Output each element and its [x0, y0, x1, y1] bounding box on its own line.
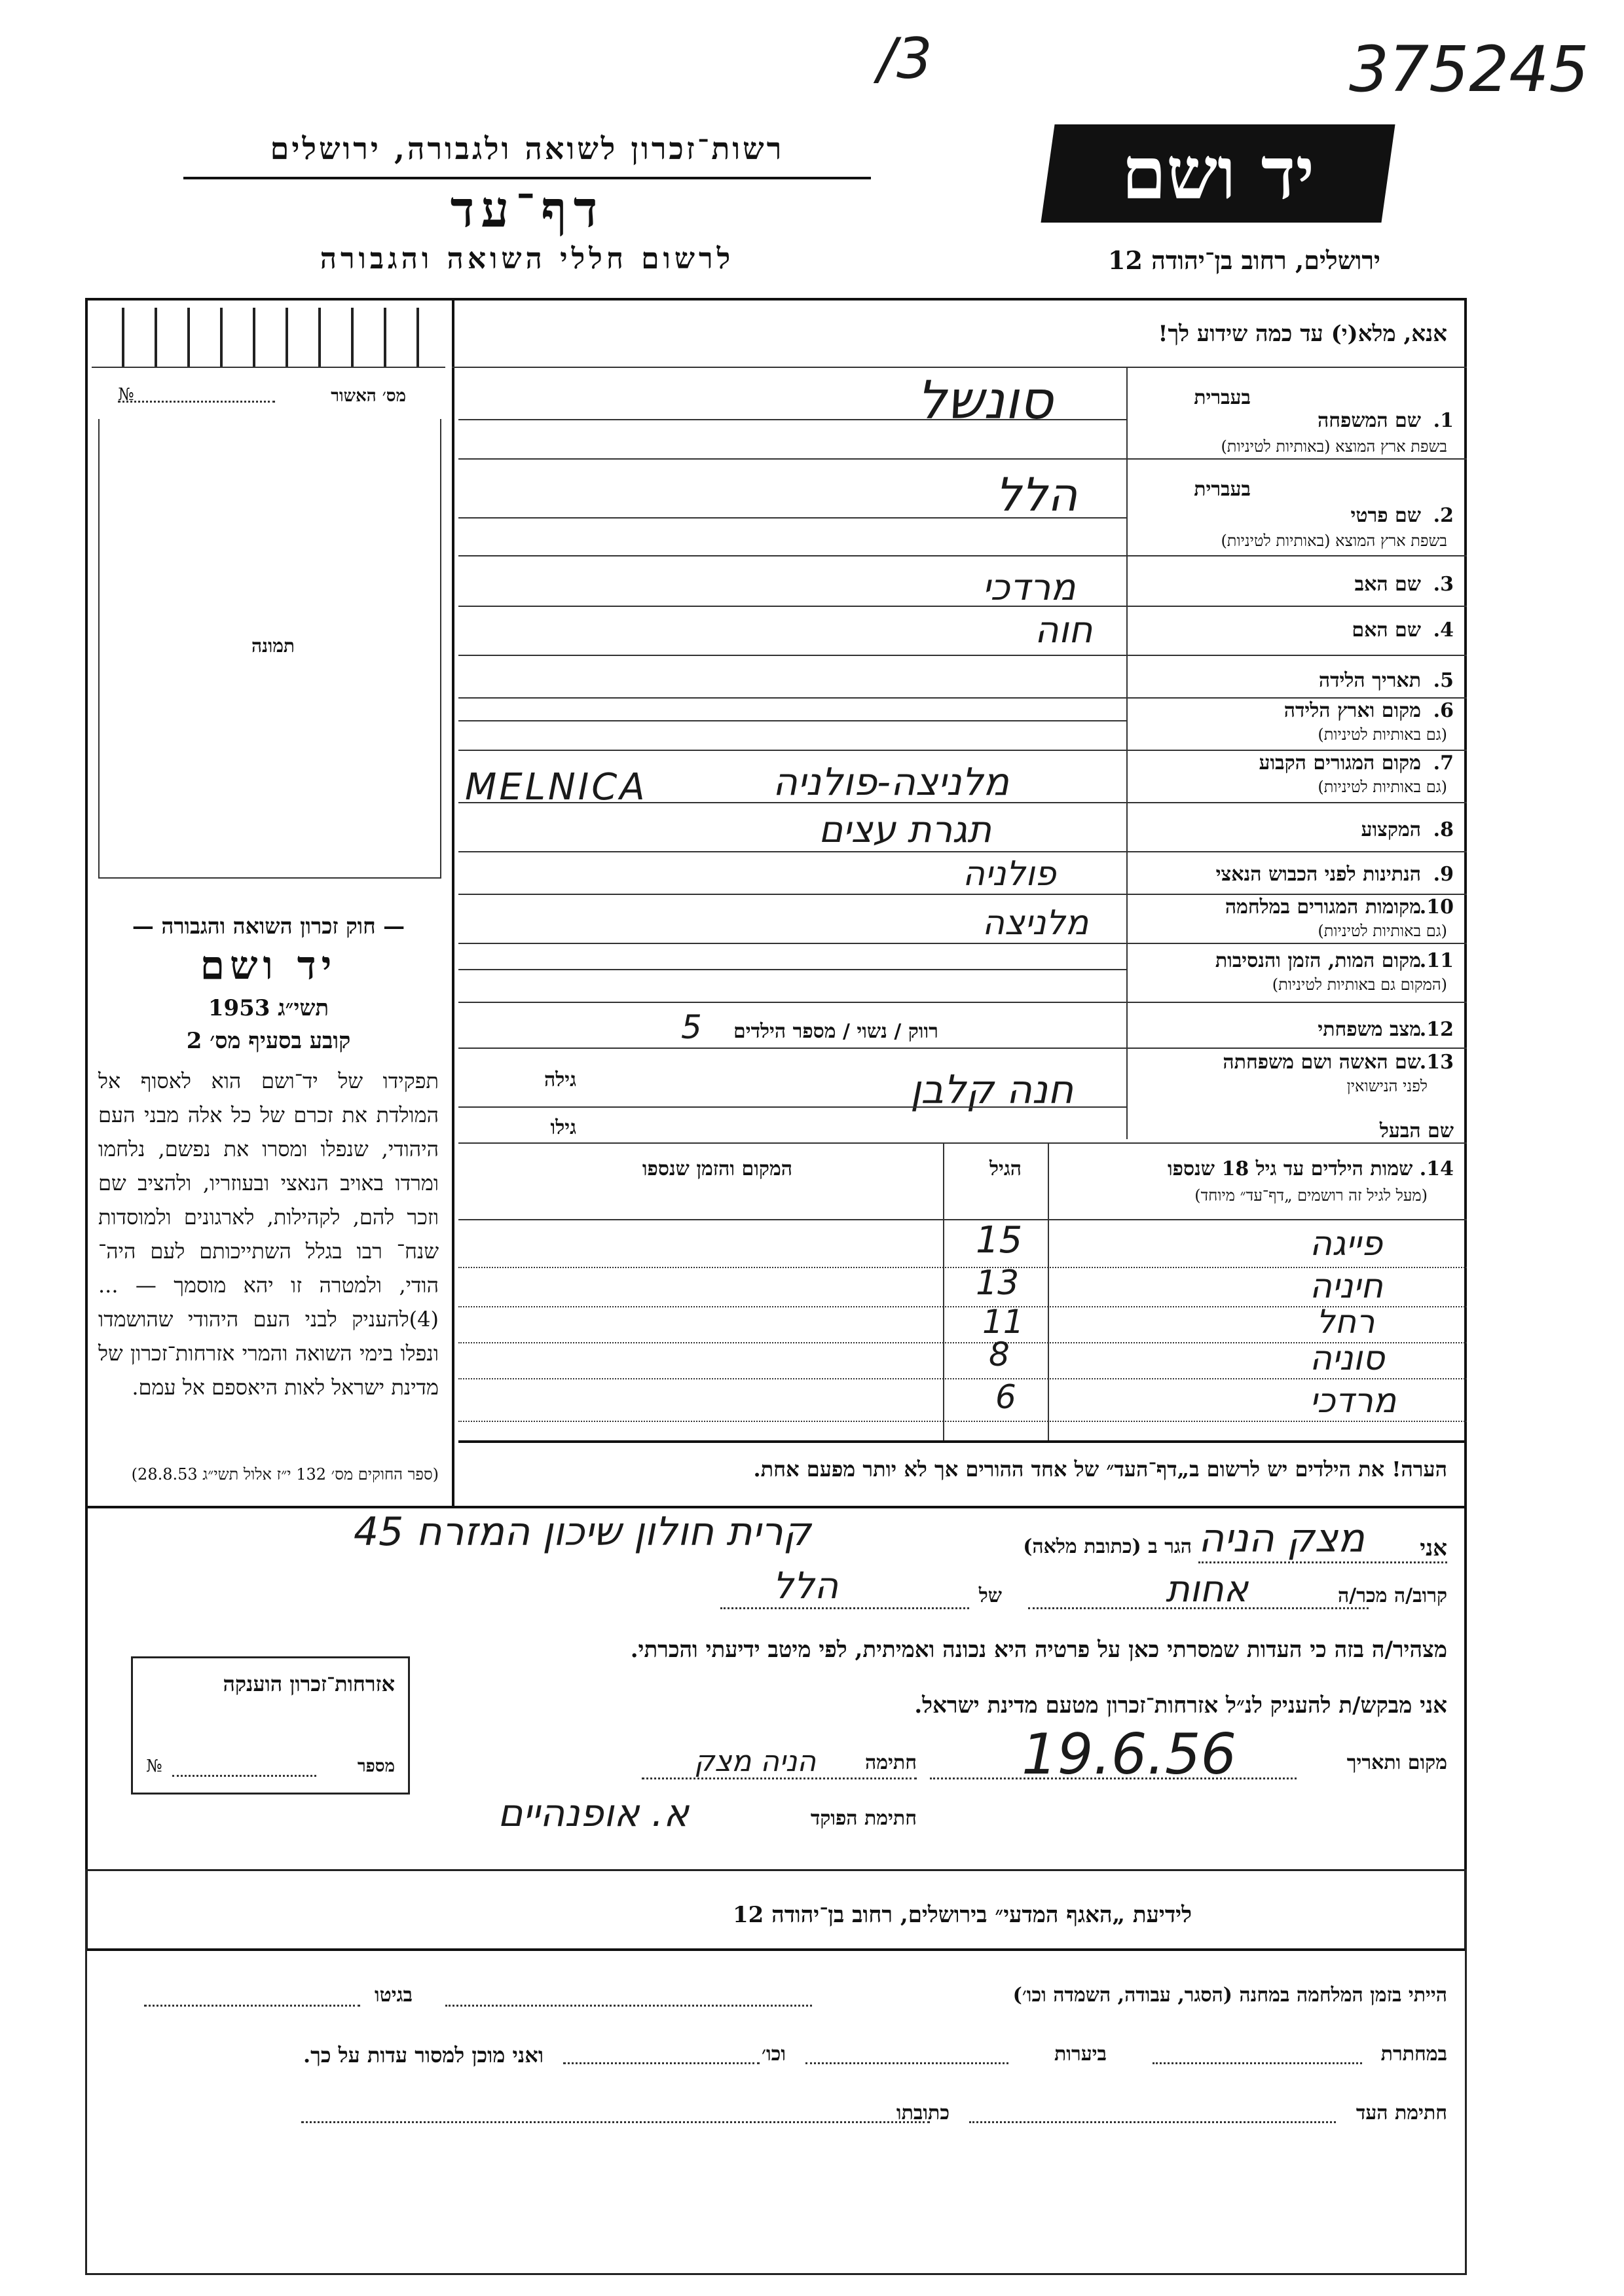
field-8-num: 8.: [1433, 818, 1454, 841]
bottom-line2-a: במחתרת: [1380, 2043, 1447, 2066]
field-9-line: [458, 894, 1467, 895]
decl-living-label: הגר ב (כתובת מלאה): [1023, 1535, 1192, 1558]
field-6-sub: (גם באותיות לטיניות): [1318, 725, 1447, 744]
children-age-col-left: [943, 1142, 944, 1440]
bottom-line1-field-b: [144, 2005, 360, 2007]
intro-text: אנא, מלא(י) עד כמה שידוע לך!: [1158, 321, 1447, 347]
approval-label: מס׳ האשור: [331, 386, 406, 406]
form-title: דף־עד: [450, 180, 604, 238]
decl-statement: מצהיר/ה בזה כי העדות שמסרתי כאן על פרטיה היא נכונה ואמיתית, לפי מיטב ידיעתי והכרתי.: [630, 1637, 1447, 1663]
bottom-line3-field-b: [301, 2121, 930, 2123]
field-1-num: 1.: [1433, 409, 1454, 432]
field-8-value: תגרת עצים: [819, 809, 992, 851]
field-7-num: 7.: [1433, 752, 1454, 774]
law-title: — חוק זכרון השואה והגבורה —: [132, 913, 405, 939]
field-2-label: שם פרטי: [1350, 504, 1421, 527]
field-10-num: 10.: [1419, 896, 1454, 919]
field-1-value: סונשל: [917, 370, 1053, 431]
field-11-line-a: [458, 969, 1126, 970]
page-mark: /3: [877, 26, 932, 92]
field-7-sub: (גם באותיות לטיניות): [1318, 778, 1447, 796]
field-12-num: 12.: [1419, 1018, 1454, 1041]
marital-options: רווק / נשוי / מספר הילדים: [733, 1020, 938, 1043]
yad-vashem-logo: [1041, 124, 1395, 223]
child-5-name: מרדכי: [1310, 1381, 1397, 1421]
child-4-line: [458, 1378, 1467, 1379]
field-4-value: חוה: [1035, 609, 1093, 651]
field-9-value: פולניה: [963, 854, 1056, 894]
bottom-line3-field-a: [969, 2121, 1336, 2123]
child-2-line: [458, 1306, 1467, 1307]
field-12-line: [458, 1048, 1467, 1049]
header-rule: [183, 177, 871, 179]
decl-relation-label: קרוב/ה מכר/ה: [1338, 1584, 1447, 1607]
bottom-line2-b: ביערות: [1054, 2043, 1107, 2066]
field-11-sub: (המקום גם באותיות לטיניות): [1272, 975, 1447, 994]
field-11-line-b: [458, 1002, 1467, 1003]
child-5-age: 6: [995, 1378, 1016, 1416]
bottom-line3-b: כתובתו: [896, 2102, 950, 2124]
law-source: (ספר החוקים מס׳ 132 י״ז אלול תשי״ג 28.8.53): [131, 1465, 439, 1484]
field-2-tag: בעברית: [1194, 478, 1251, 501]
authority-name: רשות־זכרון לשואה ולגבורה, ירושלים: [270, 131, 784, 166]
decl-of-line: [720, 1607, 969, 1609]
file-number: 375245: [1349, 33, 1589, 106]
children-count: 5: [681, 1008, 702, 1046]
citizenship-title: אזרחות־זכרון הוענקה: [223, 1671, 395, 1696]
bottom-line2-d: ואני מוכן למסור עדות על כך.: [303, 2043, 544, 2068]
children-header-sub: (מעל לגיל זה רושמים „דף־עד״ מיוחד): [1194, 1186, 1428, 1205]
field-7-label: מקום המגורים הקבוע: [1259, 752, 1421, 774]
child-5-line: [458, 1421, 1467, 1422]
field-10-line: [458, 943, 1467, 944]
field-1-line-b: [458, 458, 1467, 460]
bottom-line1: הייתי בזמן המלחמה במחנה (הסגר, עבודה, השמדה וכו׳): [1012, 1984, 1447, 2007]
field-7-value-latin: MELNICA: [465, 766, 648, 809]
logo-text: יד ושם: [1121, 131, 1315, 215]
child-3-name: רחל: [1316, 1303, 1375, 1341]
field-2-line-a: [458, 517, 1126, 519]
photo-label: תמונה: [251, 635, 295, 657]
bottom-line2-field-c: [563, 2062, 760, 2064]
signature-line: [642, 1777, 917, 1779]
child-1-name: פייגה: [1310, 1224, 1383, 1264]
child-4-age: 8: [989, 1336, 1010, 1374]
field-1-sub: בשפת ארץ המוצא (באותיות לטיניות): [1221, 437, 1447, 456]
child-1-age: 15: [976, 1219, 1023, 1262]
field-6-num: 6.: [1433, 699, 1454, 722]
field-6-line-a: [458, 720, 1126, 721]
husband-line: [458, 1142, 1467, 1144]
bottom-title: לידיעת „האגף המדעי״ בירושלים, רחוב בן־יהודה 12: [732, 1902, 1192, 1928]
form-subtitle: לרשום חללי השואה והגבורה: [320, 242, 735, 276]
citizenship-no: №: [146, 1757, 162, 1776]
decl-address-value: קרית חולון שיכון המזרח 45: [354, 1509, 811, 1555]
decl-request: אני מבקש/ת להעניק לנ״ל אזרחות־זכרון מטעם מדינת ישראל.: [914, 1692, 1447, 1719]
field-3-label: שם האב: [1354, 573, 1421, 596]
field-2-value: הלל: [995, 468, 1078, 522]
decl-i-label: אני: [1420, 1535, 1447, 1561]
left-column-divider: [452, 298, 454, 1506]
field-4-label: שם האם: [1352, 619, 1421, 642]
children-header: 14. שמות הילדים עד גיל 18 שנספו: [1167, 1157, 1454, 1180]
officer-label: חתימת הפוקד: [810, 1807, 917, 1830]
field-10-value: מלניצה: [982, 903, 1089, 943]
note-text: הערה! את הילדים יש לרשום ב„דף־העד״ של אחד ההורים אך לא יותר מפעם אחת.: [753, 1457, 1447, 1482]
field-5-num: 5.: [1433, 669, 1454, 692]
field-13-line: [458, 1106, 1126, 1108]
approval-ticks: [92, 308, 445, 368]
officer-signature: א. אופנהיים: [498, 1791, 689, 1835]
field-3-value: מרדכי: [982, 566, 1076, 609]
wife-age-label: גילה: [544, 1068, 576, 1091]
field-13-label: שם האשה ושם משפחתה: [1223, 1051, 1421, 1074]
law-year: תשי״ג 1953: [208, 995, 329, 1021]
child-3-age: 11: [982, 1303, 1024, 1341]
law-name: יד ושם: [200, 943, 337, 989]
children-header-rule: [458, 1219, 1467, 1220]
approval-no-mark: №: [118, 385, 134, 405]
field-2-num: 2.: [1433, 504, 1454, 527]
field-6-label: מקום וארץ הלידה: [1283, 699, 1421, 722]
field-10-sub: (גם באותיות לטיניות): [1318, 922, 1447, 940]
field-8-label: המקצוע: [1361, 818, 1421, 841]
bottom-line1-end: בגיטו: [374, 1984, 413, 2007]
signature-label: חתימה: [865, 1751, 917, 1774]
husband-age-label: גילו: [550, 1116, 576, 1139]
field-9-num: 9.: [1433, 863, 1454, 886]
note-bottom-rule: [85, 1506, 1467, 1508]
field-13-sub: לפני הנישואין: [1346, 1077, 1428, 1095]
bottom-line2-c: וכו׳: [762, 2043, 786, 2066]
address: ירושלים, רחוב בן־יהודה 12: [1108, 246, 1380, 275]
citizenship-number-line: [172, 1775, 316, 1777]
decl-of-value: הלל: [773, 1565, 839, 1607]
field-11-label: מקום המות, הזמן והנסיבות: [1215, 949, 1421, 972]
field-4-line: [458, 655, 1467, 656]
child-4-name: סוניה: [1310, 1339, 1385, 1378]
approval-number-field: [118, 401, 275, 403]
field-11-num: 11.: [1419, 949, 1454, 972]
field-7-value: מלניצה-פולניה: [773, 759, 1009, 804]
child-2-name: חיניה: [1310, 1267, 1384, 1306]
children-place-header: המקום והזמן שנספו: [642, 1157, 792, 1180]
field-13-num: 13.: [1419, 1051, 1454, 1074]
field-7-line: [458, 802, 1467, 803]
field-1-label: שם המשפחה: [1317, 409, 1421, 432]
decl-witness-name: מצק הניה: [1198, 1516, 1365, 1561]
children-age-col-right: [1048, 1142, 1049, 1440]
decl-relation-value: אחות: [1166, 1568, 1249, 1611]
field-8-line: [458, 851, 1467, 852]
field-1-tag: בעברית: [1194, 386, 1251, 409]
bottom-frame: [85, 1869, 1467, 2275]
citizenship-number-label: מספר: [357, 1757, 395, 1776]
date-value: 19.6.56: [1022, 1722, 1237, 1787]
decl-relation-line: [1028, 1607, 1369, 1609]
child-2-age: 13: [976, 1264, 1020, 1303]
field-9-label: הנתינות לפני הכבוש הנאצי: [1215, 863, 1421, 886]
citizenship-box: [131, 1656, 410, 1795]
bottom-line2-field-a: [1153, 2062, 1362, 2064]
husband-label: שם הבעל: [1379, 1120, 1454, 1142]
field-10-label: מקומות המגורים במלחמה: [1225, 896, 1421, 919]
bottom-line2-field-b: [805, 2062, 1008, 2064]
field-1-line-a: [458, 419, 1126, 420]
bottom-line1-field: [445, 2005, 812, 2007]
field-3-num: 3.: [1433, 573, 1454, 596]
decl-name-line: [1198, 1561, 1447, 1563]
note-top-rule: [458, 1440, 1467, 1443]
label-column-divider: [1126, 367, 1128, 1139]
field-5-label: תאריך הלידה: [1318, 669, 1421, 692]
field-12-label: מצב משפחתי: [1318, 1018, 1421, 1041]
bottom-line3-a: חתימת העד: [1356, 2102, 1447, 2124]
field-6-line-b: [458, 750, 1467, 751]
field-5-line: [458, 697, 1467, 699]
field-2-sub: בשפת ארץ המוצא (באותיות לטיניות): [1221, 532, 1447, 550]
law-section: קובע בסעיף מס׳ 2: [186, 1028, 351, 1054]
children-age-header: הגיל: [989, 1157, 1022, 1180]
field-13-value: חנה קלבן: [910, 1067, 1074, 1113]
signature-value: הניה מצק: [694, 1745, 817, 1778]
law-text: תפקידו של יד־ושם הוא לאסוף אל המולדת את זכרם של כל אלה מבני העם היהודי, שנפלו ומסרו את נפשם, נלחמו ומרדו באויב הנאצי ובעוזריו, ולהציב שם וזכר להם, לקהילות, לארגונים ולמוסדות שנח־ רבו בגלל השתייכותם לעם היה־ הודי, ולמטרה זו יהא מוסמך — ...(4)להעניק לבני העם היהודי שהושמדו ונפלו בימי השואה והמרי אזרחות־זכרון של מדינת ישראל לאות היאספם אל עמם.: [98, 1068, 439, 1400]
date-line: [930, 1777, 1297, 1779]
field-2-line-b: [458, 555, 1467, 556]
decl-of-label: של: [978, 1584, 1002, 1607]
field-4-num: 4.: [1433, 619, 1454, 642]
intro-rule: [452, 367, 1467, 368]
field-3-line: [458, 606, 1467, 607]
place-date-label: מקום ותאריך: [1346, 1751, 1447, 1774]
